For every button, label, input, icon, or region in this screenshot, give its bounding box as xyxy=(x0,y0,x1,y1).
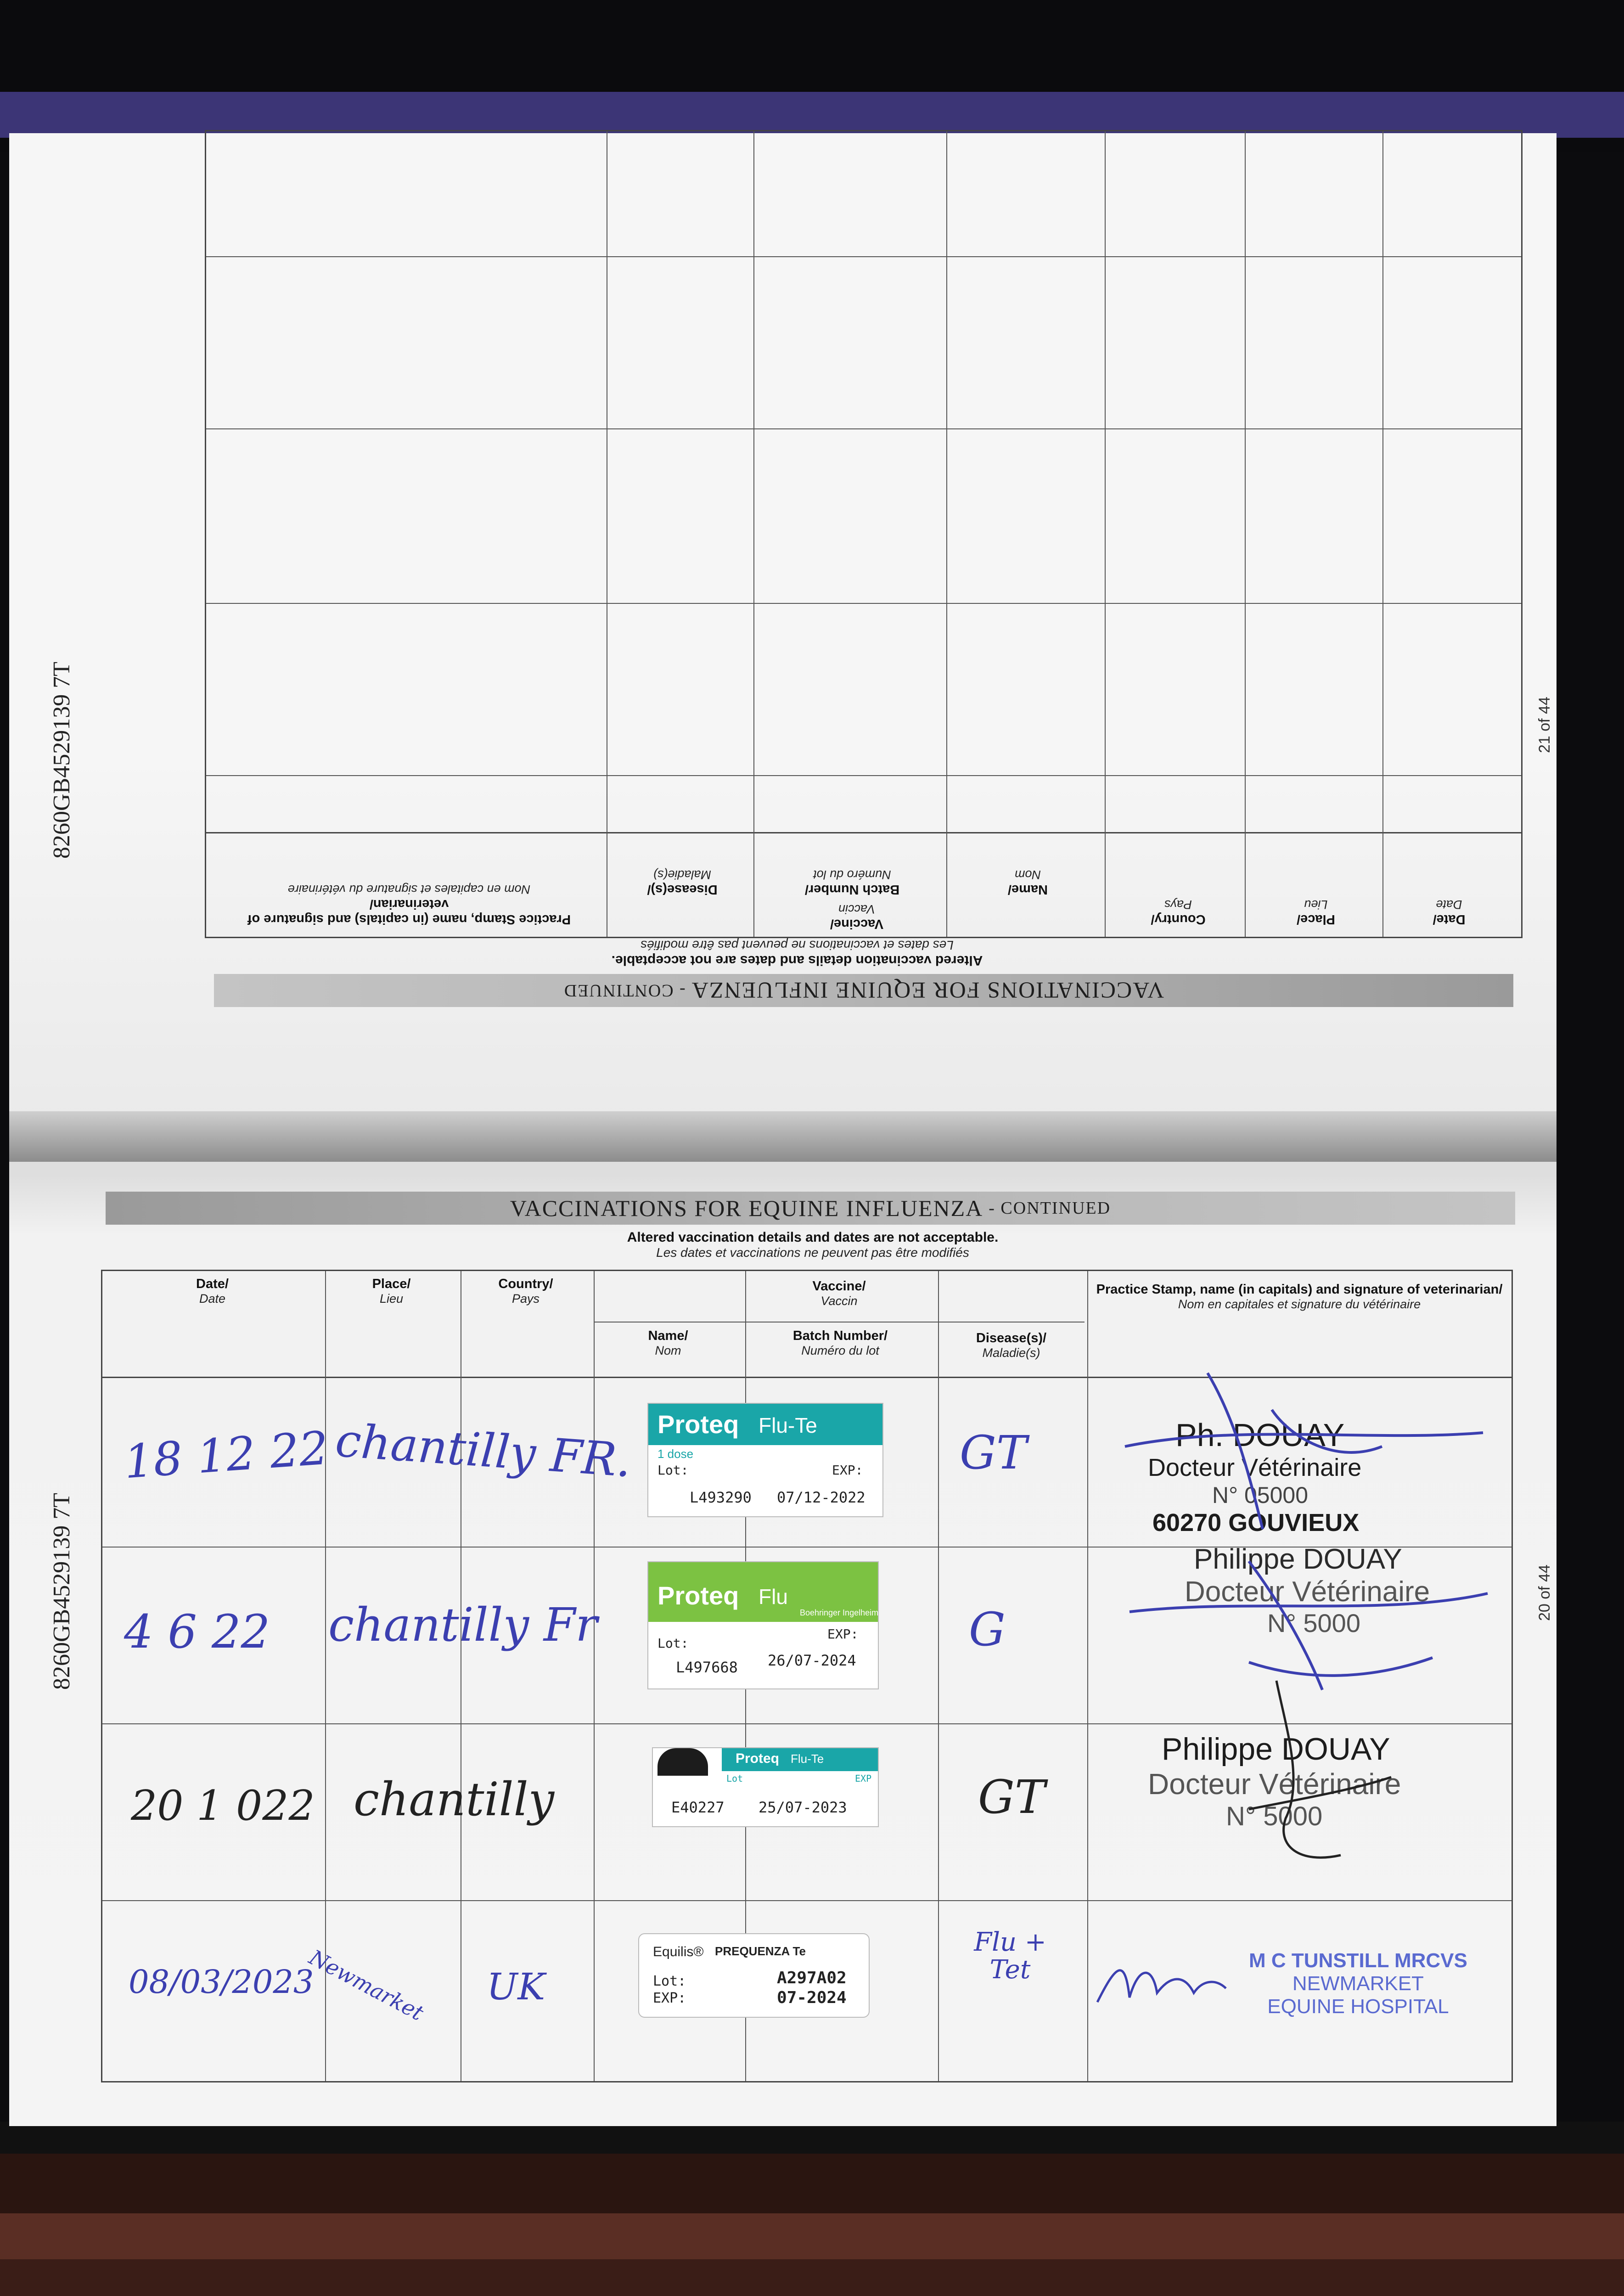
row-2-place: chantilly Fr xyxy=(328,1598,598,1652)
notice-french: Les dates et vaccinations ne peuvent pas être modifiés xyxy=(656,1245,969,1260)
row-1-signature xyxy=(1097,1355,1511,1548)
header-name: Name/ Nom xyxy=(648,1328,688,1357)
page-21-header-date: Date/ Date xyxy=(1433,898,1466,927)
row-2-disease: G xyxy=(969,1603,1006,1656)
page-20-notice xyxy=(491,1230,1134,1260)
scanner-bottom-edge xyxy=(0,2122,1624,2296)
header-place: Place/ Lieu xyxy=(372,1277,411,1306)
header-date: Date/ Date xyxy=(196,1277,229,1306)
row-3-disease: GT xyxy=(978,1770,1045,1824)
page-21-header-disease: Disease(s)/ Maladie(s) xyxy=(647,868,718,897)
row-4-country: UK xyxy=(487,1965,545,2008)
page-21-table xyxy=(205,130,1523,938)
page-21-section-title: VACCINATIONS FOR EQUINE INFLUENZA xyxy=(691,978,1164,1003)
row-1-disease: GT xyxy=(960,1426,1027,1480)
page-21-header-stamp: Practice Stamp, name (in capitals) and signature of veterinarian/ Nom en capitales et signature du vétérinaire xyxy=(247,883,571,927)
row-4-vaccine-label: Equilis® PREQUENZA Te Lot: EXP: A297A02 07-2024 xyxy=(638,1933,870,2018)
row-2-date: 4 6 22 xyxy=(124,1605,270,1659)
page-21-continued: - CONTINUED xyxy=(563,981,686,1000)
row-4-vet-stamp: M C TUNSTILL MRCVS NEWMARKET EQUINE HOSPITAL xyxy=(1249,1949,1467,2018)
page-21-header-place: Place/ Lieu xyxy=(1297,898,1335,927)
header-diseases: Disease(s)/ Maladie(s) xyxy=(976,1331,1047,1360)
page-21-upside-down-content xyxy=(0,0,1624,1115)
row-1-vet-stamp: Ph. DOUAY Docteur Vétérinaire N° 05000 60270 GOUVIEUX xyxy=(1148,1417,1362,1536)
page-21-header-country: Country/ Pays xyxy=(1151,898,1206,927)
page-21-banner xyxy=(214,974,1513,1007)
section-title: VACCINATIONS FOR EQUINE INFLUENZA xyxy=(510,1195,983,1221)
row-4-place: Newmarket xyxy=(305,1945,428,2026)
page-20-banner xyxy=(106,1192,1515,1225)
page-21-notice: Altered vaccination details and dates are not acceptable. Les dates et vaccinations ne peuvent pas être modifiés xyxy=(611,938,983,968)
header-country: Country/ Pays xyxy=(498,1277,553,1306)
page-21-header-name: Name/ Nom xyxy=(1007,868,1048,897)
row-3-date: 20 1 022 xyxy=(131,1782,315,1830)
page-20-document-id: 8260GB4529139 7T xyxy=(49,1493,75,1690)
row-1-place: chantilly FR. xyxy=(333,1413,633,1488)
row-1-vaccine-label: Proteq Flu-Te 1 dose Lot: EXP: L493290 07/12-2022 xyxy=(647,1403,883,1517)
page-21-document-id: 8260GB4529139 7T xyxy=(49,662,75,859)
row-3-vaccine-label: Proteq Flu-Te Lot EXP E40227 25/07-2023 xyxy=(652,1747,879,1827)
page-20-number: 20 of 44 xyxy=(1536,1564,1553,1621)
header-practice-stamp: Practice Stamp, name (in capitals) and signature of veterinarian/ Nom en capitales et signature du vétérinaire xyxy=(1096,1282,1503,1311)
row-2-vaccine-label: Proteq Flu Boehringer Ingelheim Lot: EXP: L497668 26/07-2024 xyxy=(647,1561,879,1689)
row-1-date: 18 12 22 xyxy=(122,1421,330,1489)
row-4-date: 08/03/2023 xyxy=(129,1963,314,2001)
row-3-place: chantilly xyxy=(354,1773,555,1826)
row-3-vet-stamp: Philippe DOUAY Docteur Vétérinaire N° 5000 xyxy=(1148,1732,1401,1831)
row-2-vet-stamp: Philippe DOUAY Docteur Vétérinaire N° 5000 xyxy=(1185,1543,1430,1638)
page-21-header-batch: Batch Number/ Numéro du lot xyxy=(804,868,900,897)
notice-english: Altered vaccination details and dates are not acceptable. xyxy=(627,1230,999,1245)
row-4-disease: Flu + Tet xyxy=(974,1927,1046,1985)
row-4-signature xyxy=(1088,1947,1235,2016)
page-21-header-vaccine: Vaccine/ Vaccin xyxy=(830,902,884,931)
header-batch-number: Batch Number/ Numéro du lot xyxy=(792,1328,888,1357)
row-3-signature xyxy=(1194,1671,1423,1883)
section-continued: - CONTINUED xyxy=(989,1199,1111,1218)
page-21-number: 21 of 44 xyxy=(1536,697,1553,753)
header-vaccine: Vaccine/ Vaccin xyxy=(812,1279,866,1308)
